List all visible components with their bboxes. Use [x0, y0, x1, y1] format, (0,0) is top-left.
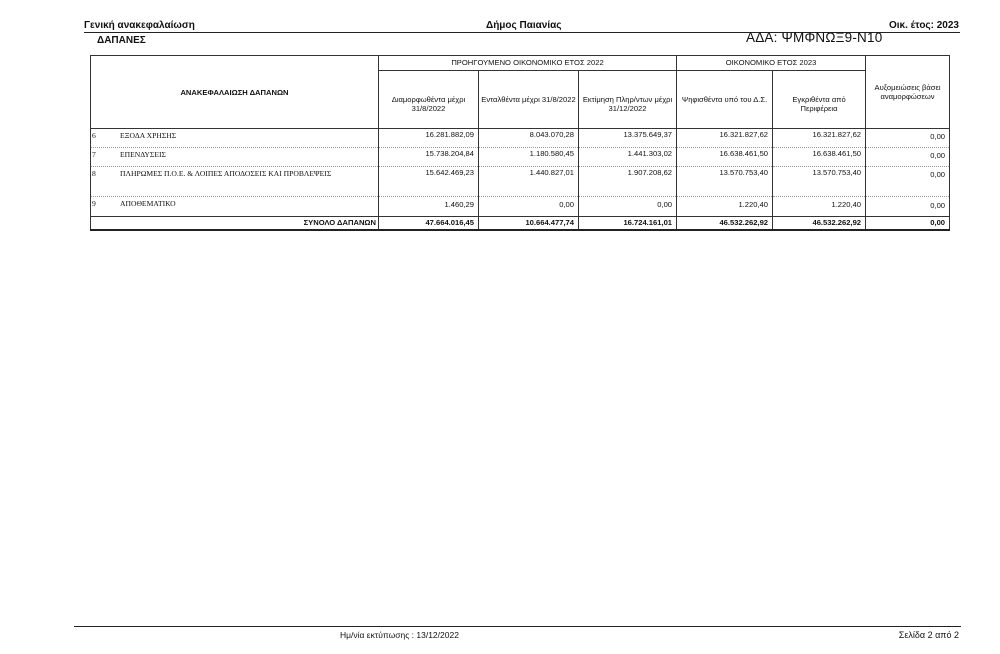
cell-prev-estimate: 13.375.649,37 [579, 129, 677, 148]
cell-curr-approved: 13.570.753,40 [773, 167, 866, 197]
row-label: ΕΠΕΝΔΥΣΕΙΣ [120, 150, 166, 159]
row-code: 7 [92, 150, 96, 159]
municipality-name: Δήμος Παιανίας [486, 20, 562, 31]
cell-curr-approved: 1.220,40 [773, 197, 866, 217]
total-curr-voted: 46.532.262,92 [677, 217, 773, 231]
cell-curr-voted: 16.638.461,50 [677, 148, 773, 167]
col-adjustments: Αυξομειώσεις βάσει αναμορφώσεων [866, 56, 950, 129]
total-row [91, 217, 950, 231]
col-curr-voted-label: Ψηφισθέντα υπό του Δ.Σ. [681, 95, 768, 104]
cell-curr-approved: 16.638.461,50 [773, 148, 866, 167]
row-label: ΠΛΗΡΩΜΕΣ Π.Ο.Ε. & ΛΟΙΠΕΣ ΑΠΟΔΟΣΕΙΣ ΚΑΙ ΠΡΟΒΛΕΨΕΙΣ [120, 169, 332, 178]
col-prev-estimate-label: Εκτίμηση Πληρ/ντων μέχρι 31/12/2022 [582, 95, 673, 114]
main-header: ΑΝΑΚΕΦΑΛΑΙΩΣΗ ΔΑΠΑΝΩΝ [91, 56, 379, 129]
cell-prev-ordered: 8.043.070,28 [479, 129, 579, 148]
cell-adjustments: 0,00 [866, 129, 950, 148]
total-label: ΣΥΝΟΛΟ ΔΑΠΑΝΩΝ [91, 217, 379, 231]
print-date: Ημ/νία εκτύπωσης : 13/12/2022 [340, 630, 459, 640]
cell-adjustments: 0,00 [866, 148, 950, 167]
row-code: 6 [92, 131, 96, 140]
group-curr-year: ΟΙΚΟΝΟΜΙΚΟ ΕΤΟΣ 2023 [677, 56, 866, 71]
cell-prev-formed: 16.281.882,09 [379, 129, 479, 148]
total-adjustments: 0,00 [866, 217, 950, 231]
col-prev-ordered [479, 71, 579, 129]
table-row [91, 148, 950, 167]
row-code: 8 [92, 169, 96, 178]
cell-prev-ordered: 0,00 [479, 197, 579, 217]
fiscal-year: Οικ. έτος: 2023 [888, 20, 959, 31]
col-curr-approved [773, 71, 866, 129]
section-title: ΔΑΠΑΝΕΣ [97, 35, 146, 46]
col-curr-approved-label: Εγκριθέντα από Περιφέρεια [792, 95, 846, 114]
row-label: ΑΠΟΘΕΜΑΤΙΚΟ [120, 199, 176, 208]
col-prev-formed-label: Διαμορφωθέντα μέχρι 31/8/2022 [391, 95, 466, 114]
table-row [91, 167, 950, 197]
page-number: Σελίδα 2 από 2 [898, 630, 959, 640]
cell-prev-ordered: 1.440.827,01 [479, 167, 579, 197]
total-prev-ordered: 10.664.477,74 [479, 217, 579, 231]
footer-rule [74, 626, 961, 627]
col-curr-voted [677, 71, 773, 129]
cell-curr-voted: 1.220,40 [677, 197, 773, 217]
cell-prev-formed: 15.738.204,84 [379, 148, 479, 167]
table-row [91, 129, 950, 148]
cell-prev-formed: 15.642.469,23 [379, 167, 479, 197]
cell-prev-estimate: 0,00 [579, 197, 677, 217]
cell-curr-voted: 16.321.827,62 [677, 129, 773, 148]
cell-adjustments: 0,00 [866, 167, 950, 197]
total-prev-formed: 47.664.016,45 [379, 217, 479, 231]
table-row [91, 197, 950, 217]
cell-prev-formed: 1.460,29 [379, 197, 479, 217]
ada-code: ΑΔΑ: ΨΜΦΝΩΞ9-Ν10 [746, 30, 883, 45]
total-curr-approved: 46.532.262,92 [773, 217, 866, 231]
col-prev-estimate [579, 71, 677, 129]
col-prev-ordered-label: Ενταλθέντα μέχρι 31/8/2022 [481, 95, 576, 104]
cell-prev-ordered: 1.180.580,45 [479, 148, 579, 167]
report-title: Γενική ανακεφαλαίωση [84, 20, 195, 31]
expenses-summary-table [90, 55, 950, 231]
row-label: ΕΞΟΔΑ ΧΡΗΣΗΣ [120, 131, 177, 140]
cell-curr-voted: 13.570.753,40 [677, 167, 773, 197]
row-code: 9 [92, 199, 96, 208]
cell-prev-estimate: 1.441.303,02 [579, 148, 677, 167]
col-prev-formed [379, 71, 479, 129]
group-prev-year: ΠΡΟΗΓΟΥΜΕΝΟ ΟΙΚΟΝΟΜΙΚΟ ΕΤΟΣ 2022 [379, 56, 677, 71]
cell-adjustments: 0,00 [866, 197, 950, 217]
cell-curr-approved: 16.321.827,62 [773, 129, 866, 148]
total-prev-estimate: 16.724.161,01 [579, 217, 677, 231]
cell-prev-estimate: 1.907.208,62 [579, 167, 677, 197]
